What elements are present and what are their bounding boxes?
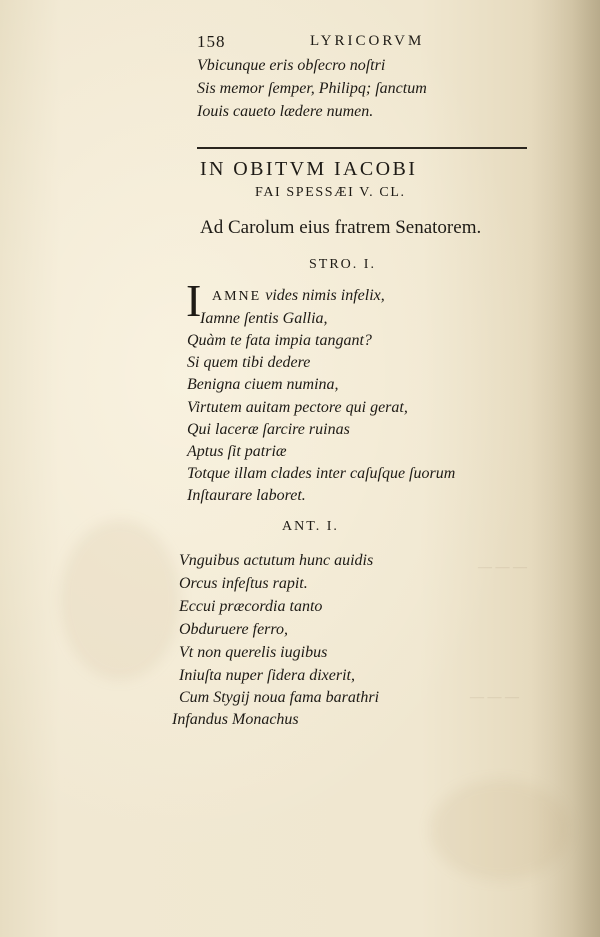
strophe-heading: STRO. I. (309, 257, 376, 272)
poem-title: IN OBITVM IACOBI (200, 158, 418, 180)
verse-line: Virtutem auitam pectore qui gerat, (187, 399, 408, 416)
verse-line: Qui laceræ ſarcire ruinas (187, 421, 350, 438)
running-title: LYRICORVM (310, 33, 425, 49)
paper-stain (430, 780, 570, 880)
verse-line: Quàm te fata impia tangant? (187, 332, 372, 349)
paper-stain (60, 520, 180, 680)
drop-cap: I (186, 275, 202, 326)
verse-line: Iouis caueto lædere numen. (197, 103, 374, 120)
verse-line: Infandus Monachus (172, 711, 299, 728)
section-rule (197, 147, 527, 149)
verse-line: Benigna ciuem numina, (187, 376, 339, 393)
verse-line: Inſtaurare laboret. (187, 487, 306, 504)
first-word-caps: AMNE (212, 289, 262, 304)
verse-line-first (212, 287, 385, 305)
verse-line: Obduruere ferro, (179, 621, 289, 638)
verse-line: Sis memor ſemper, Philipq; ſanctum (197, 80, 427, 97)
verse-line: Totque illam clades inter caſuſque ſuorum (187, 465, 456, 482)
verse-line: Cum Stygij noua fama barathri (179, 689, 380, 706)
verse-line: Iamne ſentis Gallia, (200, 310, 328, 327)
verse-line: Vnguibus actutum hunc auidis (179, 552, 374, 569)
antistrophe-heading: ANT. I. (282, 519, 339, 534)
poem-subtitle: FAI SPESSÆI V. CL. (255, 185, 406, 200)
verse-line: Eccui præcordia tanto (179, 598, 323, 615)
show-through-text: — — — (470, 690, 519, 705)
page-number: 158 (197, 32, 226, 51)
dedication: Ad Carolum eius fratrem Senatorem. (200, 217, 482, 238)
verse-line: Orcus infeſtus rapit. (179, 575, 308, 592)
verse-line: Vbicunque eris obſecro noſtri (197, 57, 386, 74)
first-line-rest: vides nimis infelix, (261, 287, 385, 304)
verse-line: Vt non querelis iugibus (179, 644, 328, 661)
show-through-text: — — — (478, 560, 527, 575)
verse-line: Iniuſta nuper ſidera dixerit, (179, 667, 355, 684)
verse-line: Aptus ſit patriæ (187, 443, 287, 460)
verse-line: Si quem tibi dedere (187, 354, 311, 371)
